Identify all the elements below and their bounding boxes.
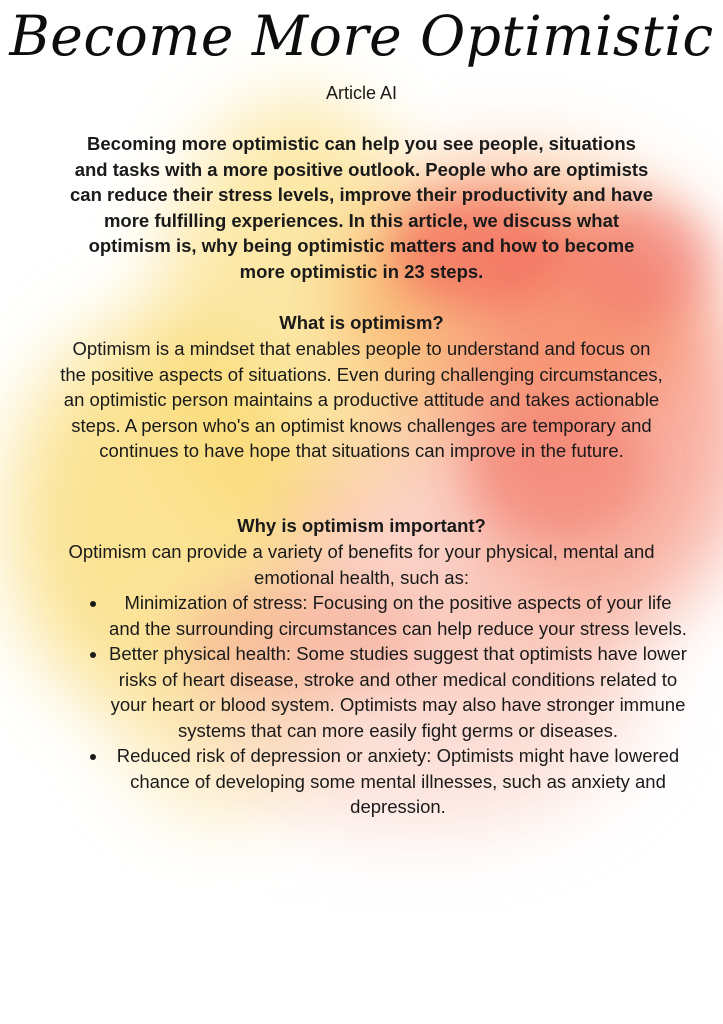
benefits-list [78,590,688,820]
section-body-what: Optimism is a mindset that enables people to understand and focus on the positive aspects of situations. Even during challenging circumstances, an optimistic person maintains a productive attitude and takes actionable steps. A person who's an optimist knows challenges are temporary and continues to have hope that situations can improve in the future. [60,338,663,461]
section-heading-what: What is optimism? [279,312,444,333]
intro-paragraph: Becoming more optimistic can help you see people, situations and tasks with a more positive outlook. People who are optimists can reduce their stress levels, improve their productivity and have more fulfilling experiences. In this article, we discuss what optimism is, why being optimistic matters and how to become more optimistic in 23 steps. [70,133,653,282]
list-item: • Better physical health: Some studies suggest that optimists have lower risks of heart disease, stroke and other medical conditions related to your heart or blood system. Optimists may also have stronger immune systems that can more easily fight germs or diseases. [108,641,688,743]
document-subtitle: Article AI [325,83,398,103]
section-body-why: Optimism can provide a variety of benefits for your physical, mental and emotional health, such as: [68,541,655,588]
document-title: Become More Optimistic [9,4,714,68]
list-item: • Minimization of stress: Focusing on the positive aspects of your life and the surrounding circumstances can help reduce your stress levels. [108,590,688,641]
list-item: • Reduced risk of depression or anxiety: Optimists might have lowered chance of developing some mental illnesses, such as anxiety and depression. [108,743,688,820]
section-heading-why: Why is optimism important? [237,515,486,536]
